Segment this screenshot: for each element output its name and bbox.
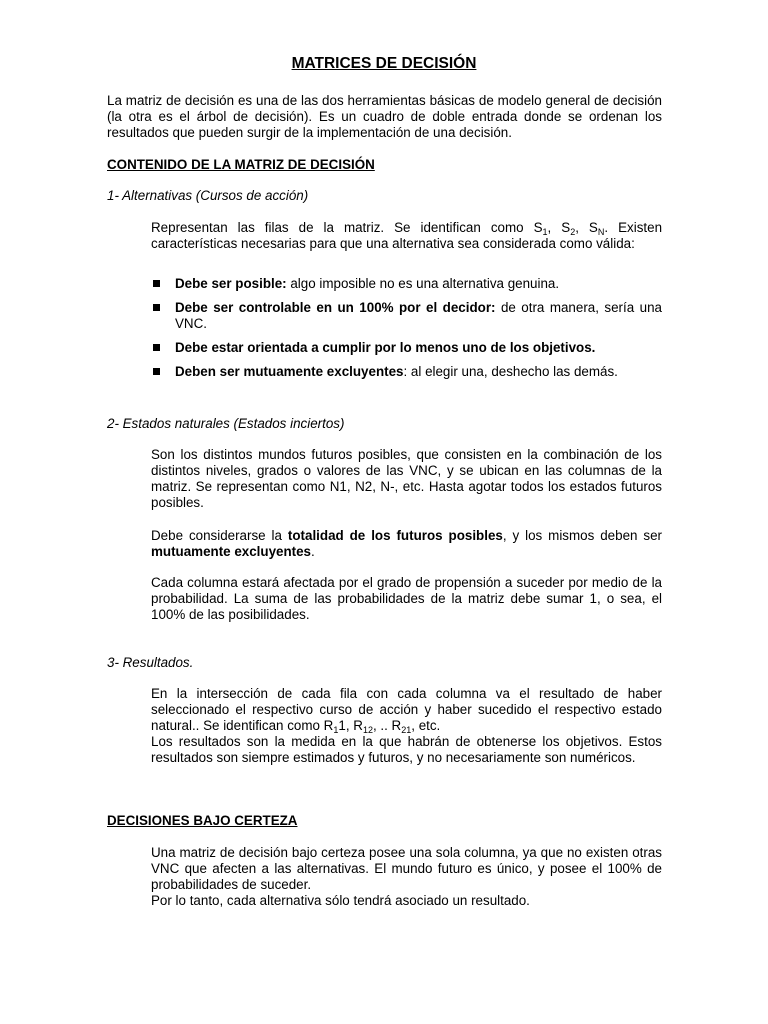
estados-paragraph-3: Cada columna estará afectada por el grado de propensión a suceder por medio de la probabilidad. La suma de las probabilidades de la matriz debe sumar 1, o sea, el 100% de las posibilidades. [151,575,662,622]
intro-paragraph: La matriz de decisión es una de las dos herramientas básicas de modelo general de decisión (la otra es el árbol de decisión). Es un cuadro de doble entrada donde se ordenan los resultados que pueden surgir de la implementación de una decisión. [107,93,662,140]
estados-p2-text-e: . [311,544,315,559]
resultados-text-b: 1, R [338,718,363,733]
subscript-r21: 21 [401,725,412,735]
estados-p2-text-a: Debe considerarse la [151,528,288,543]
alternativas-paragraph [151,220,662,252]
list-item [151,276,662,292]
resultados-paragraph-1 [151,686,662,734]
list-item [151,300,662,332]
subscript-s1: 1 [542,227,548,237]
subscript-s2: 2 [570,227,576,237]
bullet-bold-text: Debe estar orientada a cumplir por lo menos uno de los objetivos. [175,340,596,355]
square-bullet-icon [153,368,160,375]
alternativas-text-b: . Existen características necesarias para que una alternativa sea considerada como válida: [151,220,663,251]
certeza-paragraph-2: Por lo tanto, cada alternativa sólo tendrá asociado un resultado. [151,893,530,908]
alternativas-sep1: , S [547,220,571,235]
certeza-paragraph-1: Una matriz de decisión bajo certeza posee una sola columna, ya que no existen otras VNC que afecten a las alternativas. El mundo futuro es único, y posee el 100% de probabilidades de suceder. [151,845,662,892]
alternativas-text-a: Representan las filas de la matriz. Se identifican como S [151,220,543,235]
estados-p2-text-c: , y los mismos deben ser [502,528,662,543]
estados-p2-bold-d: mutuamente excluyentes [151,544,312,559]
bullet-bold-text: Deben ser mutuamente excluyentes [175,364,404,379]
alternativas-sep2: , S [575,220,598,235]
subheading-alternativas: 1- Alternativas (Cursos de acción) [107,188,309,203]
subheading-resultados: 3- Resultados. [107,655,194,670]
resultados-paragraph-2: Los resultados son la medida en la que habrán de obtenerse los objetivos. Estos resultados son siempre estimados y futuros, y no necesariamente son numéricos. [151,734,662,765]
estados-p2-bold-b: totalidad de los futuros posibles [287,528,503,543]
bullet-text: de otra manera, sería una VNC. [175,300,662,331]
subscript-r1: 1 [333,725,339,735]
subscript-r12: 12 [362,725,373,735]
subscript-sn: N [597,227,605,237]
square-bullet-icon [153,344,160,351]
section-heading-contenido: CONTENIDO DE LA MATRIZ DE DECISIÓN [107,157,375,172]
bullet-bold-text: Debe ser posible: [175,276,287,291]
list-item [151,364,662,380]
resultados-text-a: En la intersección de cada fila con cada columna va el resultado de haber seleccionado el respectivo curso de acción y haber sucedido el respectivo estado natural.. Se identifican como R [151,686,662,733]
subheading-estados-naturales: 2- Estados naturales (Estados inciertos) [107,416,345,431]
resultados-text-c: , .. R [372,718,402,733]
bullet-text: algo imposible no es una alternativa genuina. [286,276,560,291]
list-item [151,340,662,356]
bullet-text: : al elegir una, deshecho las demás. [403,364,618,379]
page-title: MATRICES DE DECISIÓN [291,55,477,72]
estados-paragraph-1: Son los distintos mundos futuros posibles, que consisten en la combinación de los distintos niveles, grados o valores de las VNC, y se ubican en las columnas de la matriz. Se representan como N1, N2, N-, etc. Hasta agotar todos los estados futuros posibles. [151,447,662,510]
bullet-bold-text: Debe ser controlable en un 100% por el decidor: [175,300,496,315]
square-bullet-icon [153,280,160,287]
estados-paragraph-2 [151,528,662,560]
requirements-list [151,276,662,388]
section-heading-certeza: DECISIONES BAJO CERTEZA [107,813,298,828]
square-bullet-icon [153,304,160,311]
resultados-text-d: , etc. [411,718,441,733]
